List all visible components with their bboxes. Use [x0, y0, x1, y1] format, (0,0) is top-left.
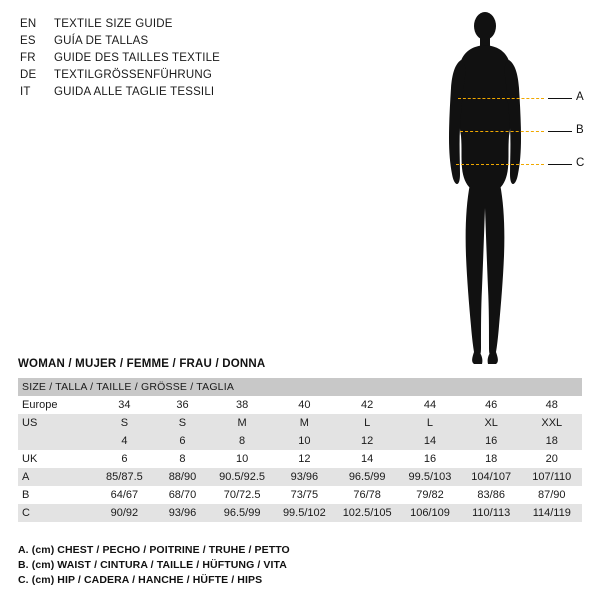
- language-code-de: DE: [20, 69, 37, 81]
- cell: 93/96: [154, 504, 210, 522]
- cell: 96.5/99: [335, 468, 399, 486]
- row-label-b: B: [18, 486, 95, 504]
- language-row-es: [20, 33, 340, 50]
- cell: 38: [211, 396, 274, 414]
- language-code-es: ES: [20, 35, 36, 47]
- measure-label-b: B: [576, 124, 584, 136]
- cell: 40: [273, 396, 335, 414]
- cell: 36: [154, 396, 210, 414]
- measure-label-a: A: [576, 91, 584, 103]
- language-code-en: EN: [20, 18, 37, 30]
- cell: 90/92: [95, 504, 155, 522]
- language-row-fr: [20, 50, 340, 67]
- row-label-europe: Europe: [18, 396, 95, 414]
- cell: 14: [399, 432, 461, 450]
- cell: 16: [461, 432, 522, 450]
- cell: 87/90: [522, 486, 582, 504]
- cell: 8: [154, 450, 210, 468]
- language-titles: [20, 16, 340, 101]
- cell: 93/96: [273, 468, 335, 486]
- cell: L: [399, 414, 461, 432]
- language-title-it: GUIDA ALLE TAGLIE TESSILI: [54, 86, 215, 98]
- size-table: [18, 378, 582, 522]
- language-row-de: [20, 67, 340, 84]
- footnote-c: C. (cm) HIP / CADERA / HANCHE / HÜFTE / HIPS: [18, 574, 263, 586]
- cell: 8: [211, 432, 274, 450]
- cell: 48: [522, 396, 582, 414]
- measure-pointer-b: [548, 131, 572, 132]
- cell: 107/110: [522, 468, 582, 486]
- cell: L: [335, 414, 399, 432]
- measure-pointer-a: [548, 98, 572, 99]
- language-title-es: GUÍA DE TALLAS: [54, 35, 149, 47]
- measure-line-a: [458, 98, 544, 99]
- cell: 4: [95, 432, 155, 450]
- cell: M: [273, 414, 335, 432]
- language-code-it: IT: [20, 86, 31, 98]
- measure-label-c: C: [576, 157, 585, 169]
- cell: 10: [211, 450, 274, 468]
- cell: 106/109: [399, 504, 461, 522]
- cell: 20: [522, 450, 582, 468]
- language-code-fr: FR: [20, 52, 36, 64]
- cell: 6: [95, 450, 155, 468]
- cell: 104/107: [461, 468, 522, 486]
- cell: 14: [335, 450, 399, 468]
- cell: S: [154, 414, 210, 432]
- table-row-header: [18, 378, 582, 396]
- table-header-label: SIZE / TALLA / TAILLE / GRÖSSE / TAGLIA: [18, 378, 582, 396]
- footnote-b: B. (cm) WAIST / CINTURA / TAILLE / HÜFTUNG / VITA: [18, 559, 287, 571]
- cell: 110/113: [461, 504, 522, 522]
- cell: 18: [461, 450, 522, 468]
- measure-pointer-c: [548, 164, 572, 165]
- cell: 12: [273, 450, 335, 468]
- language-title-fr: GUIDE DES TAILLES TEXTILE: [54, 52, 221, 64]
- cell: 90.5/92.5: [211, 468, 274, 486]
- row-label-us-numeric: [18, 432, 95, 450]
- cell: 76/78: [335, 486, 399, 504]
- cell: 16: [399, 450, 461, 468]
- measure-line-b: [460, 131, 544, 132]
- table-row: [18, 396, 582, 414]
- table-row: [18, 468, 582, 486]
- table-row: [18, 450, 582, 468]
- language-title-en: TEXTILE SIZE GUIDE: [54, 18, 173, 30]
- cell: 70/72.5: [211, 486, 274, 504]
- cell: XXL: [522, 414, 582, 432]
- female-silhouette-icon: [400, 8, 590, 368]
- table-row: [18, 486, 582, 504]
- cell: 6: [154, 432, 210, 450]
- cell: XL: [461, 414, 522, 432]
- row-label-us: US: [18, 414, 95, 432]
- cell: 10: [273, 432, 335, 450]
- cell: 99.5/103: [399, 468, 461, 486]
- cell: 34: [95, 396, 155, 414]
- footnote-a: A. (cm) CHEST / PECHO / POITRINE / TRUHE / PETTO: [18, 544, 290, 556]
- cell: 85/87.5: [95, 468, 155, 486]
- cell: 44: [399, 396, 461, 414]
- cell: 73/75: [273, 486, 335, 504]
- cell: 79/82: [399, 486, 461, 504]
- table-row: [18, 414, 582, 432]
- size-table-wrapper: [18, 378, 582, 522]
- cell: 114/119: [522, 504, 582, 522]
- measure-line-c: [456, 164, 544, 165]
- table-row: [18, 504, 582, 522]
- cell: M: [211, 414, 274, 432]
- row-label-a: A: [18, 468, 95, 486]
- cell: 18: [522, 432, 582, 450]
- cell: 83/86: [461, 486, 522, 504]
- body-figure: [400, 8, 590, 368]
- cell: 96.5/99: [211, 504, 274, 522]
- cell: 102.5/105: [335, 504, 399, 522]
- language-title-de: TEXTILGRÖSSENFÜHRUNG: [54, 69, 212, 81]
- table-caption: WOMAN / MUJER / FEMME / FRAU / DONNA: [18, 358, 266, 370]
- row-label-uk: UK: [18, 450, 95, 468]
- cell: 99.5/102: [273, 504, 335, 522]
- language-row-en: [20, 16, 340, 33]
- cell: S: [95, 414, 155, 432]
- table-row: [18, 432, 582, 450]
- footnotes: [18, 543, 578, 588]
- cell: 88/90: [154, 468, 210, 486]
- language-row-it: [20, 84, 340, 101]
- cell: 64/67: [95, 486, 155, 504]
- row-label-c: C: [18, 504, 95, 522]
- cell: 68/70: [154, 486, 210, 504]
- cell: 46: [461, 396, 522, 414]
- cell: 12: [335, 432, 399, 450]
- cell: 42: [335, 396, 399, 414]
